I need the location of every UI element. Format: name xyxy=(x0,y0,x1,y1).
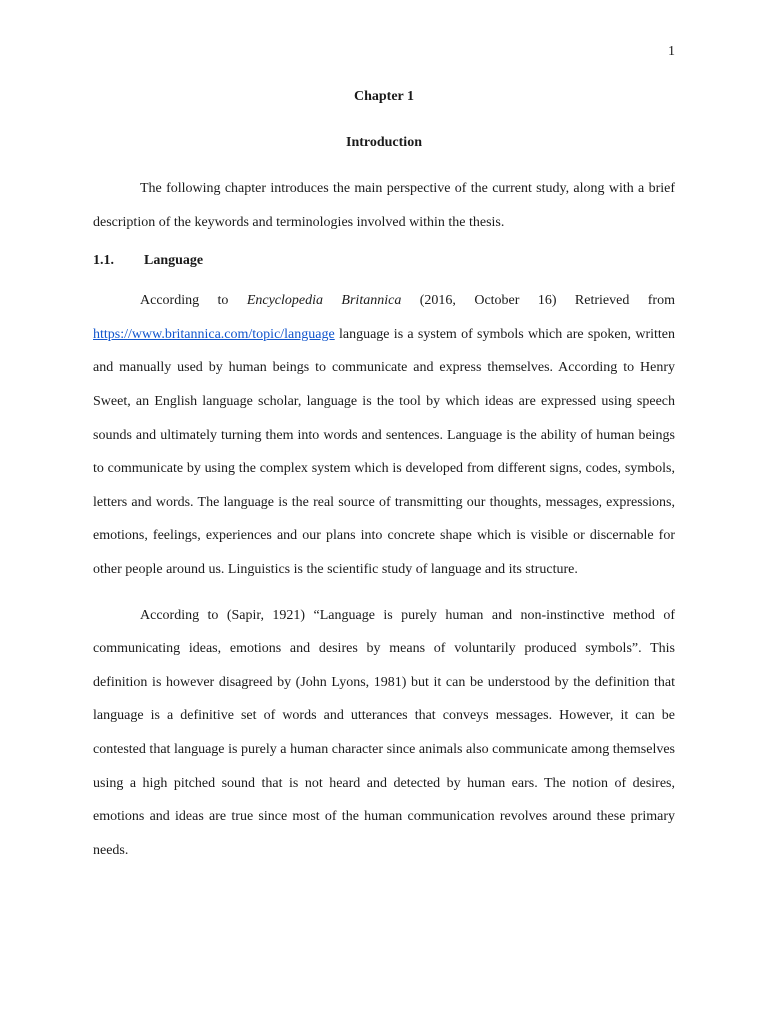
paragraph-language-definition xyxy=(93,284,675,586)
britannica-link[interactable]: https://www.britannica.com/topic/language xyxy=(93,326,335,342)
paragraph-sapir-definition: According to (Sapir, 1921) “Language is purely human and non-instinctive method of communicating ideas, emotions and desires by means of voluntarily produced symbols”. This definition is however disagreed by (John Lyons, 1981) but it can be understood by the definition that language is a definitive set of words and utterances that conveys messages. However, it can be contested that language is purely a human character since animals also communicate among themselves using a high pitched sound that is not heard and detected by human ears. The notion of desires, emotions and ideas are true since most of the human communication revolves around these primary needs. xyxy=(93,607,675,858)
document-body xyxy=(93,86,675,867)
section-number: 1.1. xyxy=(93,253,114,269)
page-title: Introduction xyxy=(346,135,422,150)
source-title: Encyclopedia Britannica xyxy=(246,293,402,309)
para1-lead: According to xyxy=(140,293,247,309)
section-title: Language xyxy=(144,253,204,269)
para1-rest: language is a system of symbols which are spoken, written and manually used by human beings to communicate and express themselves. According to Henry Sweet, an English language scholar, language is the tool by which ideas are expressed using speech sounds and ultimately turning them into words and sentences. Language is the ability of human beings to communicate by using the complex system which is developed from different signs, codes, symbols, letters and words. The language is the real source of transmitting our thoughts, messages, expressions, emotions, feelings, experiences and our plans into concrete shape which is visible or discernable for other people around us. Linguistics is the scientific study of language and its structure. xyxy=(93,326,675,577)
chapter-heading: Chapter 1 xyxy=(353,89,415,104)
section-heading xyxy=(93,250,675,272)
intro-paragraph: The following chapter introduces the main perspective of the current study, along with a brief description of the keywords and terminologies involved within the thesis. xyxy=(93,181,675,230)
para1-after-source: (2016, October 16) Retrieved from xyxy=(401,293,675,309)
page-number: 1 xyxy=(668,44,675,59)
